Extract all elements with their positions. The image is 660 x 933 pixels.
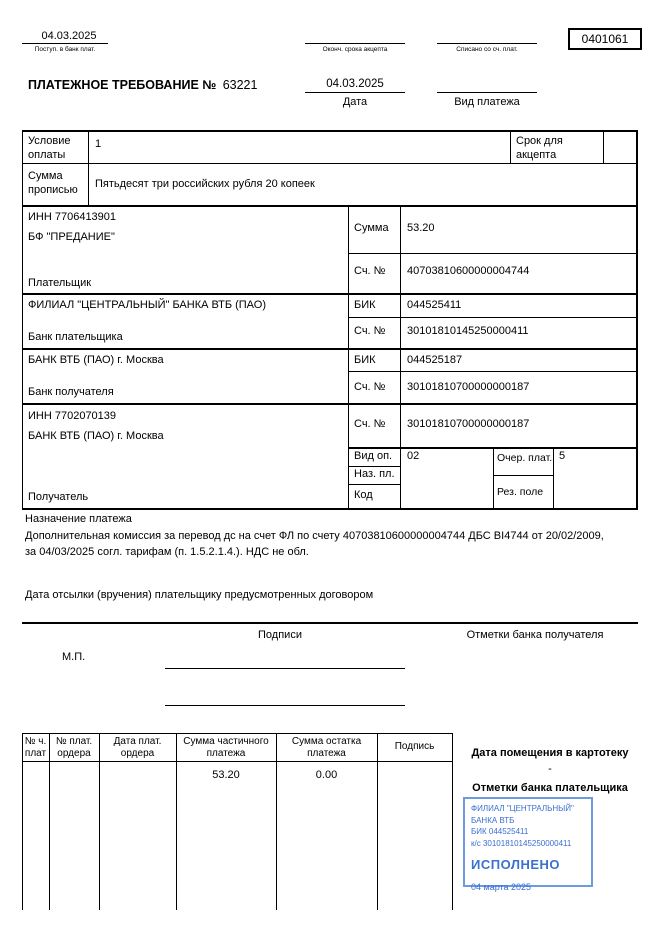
payer-inn: ИНН 7706413901: [28, 211, 117, 223]
table-line: [348, 253, 638, 254]
document-title: [28, 77, 257, 93]
document-date: 04.03.2025: [326, 78, 384, 90]
payer-label: Плательщик: [28, 277, 92, 289]
document-number: 63221: [222, 78, 258, 92]
amount-label: Сумма: [354, 222, 389, 234]
acceptance-term-label: Срок для акцепта: [516, 135, 563, 162]
signatures-label: Подписи: [258, 629, 302, 641]
payee-account-label: Сч. №: [354, 418, 386, 430]
table-line: [22, 293, 638, 295]
seal-label: М.П.: [62, 651, 86, 663]
document-date-underline: [305, 92, 405, 93]
priority-label: Очер. плат.: [497, 452, 553, 464]
reserve-field-label: Рез. поле: [497, 486, 544, 498]
amount-in-words-value: Пятьдесят три российских рубля 20 копеек: [95, 178, 315, 190]
payer-bank-label: Банк плательщика: [28, 331, 123, 343]
bank-execution-stamp: [463, 797, 593, 893]
payer-account-value: 40703810600000004744: [407, 265, 530, 277]
column-header-partial-number: № ч. плат: [24, 736, 47, 759]
signature-line: [165, 705, 405, 706]
table-line: [452, 733, 453, 910]
debited-from-account-underline: [437, 43, 537, 44]
payee-inn: ИНН 7702070139: [28, 410, 117, 422]
payer-bank-account-value: 30101810145250000411: [407, 325, 529, 337]
column-header-order-number: № плат. ордера: [55, 736, 93, 759]
table-line: [400, 205, 401, 508]
received-date-underline: [22, 43, 108, 44]
table-line: [493, 447, 494, 508]
table-line: [22, 348, 638, 350]
table-line: [22, 130, 638, 132]
stamp-bik: БИК 044525411: [471, 827, 529, 837]
payment-purpose-line1: Дополнительная комиссия за перевод дс на счет ФЛ по счету 40703810600000004744 ДБС BI4744 от 20/02/2009,: [25, 530, 604, 542]
stamp-bank-name: ФИЛИАЛ "ЦЕНТРАЛЬНЫЙ" БАНКА ВТБ: [471, 804, 574, 825]
partial-amount-value: 53.20: [212, 769, 240, 781]
table-line: [22, 508, 638, 510]
stamp-date: 04 марта 2025: [471, 882, 532, 893]
payment-purpose-line2: за 04/03/2025 согл. тарифам (п. 1.5.2.1.4.). НДС не обл.: [25, 546, 309, 558]
payee-bank-bik-value: 044525187: [407, 354, 463, 366]
table-line: [22, 130, 23, 508]
payer-bank-bik-value: 044525411: [407, 299, 462, 311]
section-divider: [22, 622, 638, 624]
payee-bank-name: БАНК ВТБ (ПАО) г. Москва: [28, 354, 164, 366]
column-header-order-date: Дата плат. ордера: [113, 736, 162, 759]
table-line: [603, 130, 604, 163]
acceptance-deadline-underline: [305, 43, 405, 44]
amount-in-words-label: Сумма прописью: [28, 170, 78, 197]
payee-bank-label: Банк получателя: [28, 386, 114, 398]
card-index-value: -: [548, 763, 552, 775]
payee-bank-bik-label: БИК: [354, 354, 376, 366]
table-line: [493, 475, 553, 476]
table-line: [553, 447, 554, 508]
signature-line: [165, 668, 405, 669]
table-line: [22, 733, 453, 734]
table-line: [22, 163, 638, 164]
payment-condition-label: Условие оплаты: [28, 135, 71, 162]
payer-bank-account-label: Сч. №: [354, 325, 386, 337]
payment-type-underline: [437, 92, 537, 93]
payee-bank-marks-label: Отметки банка получателя: [466, 629, 604, 641]
remainder-amount-value: 0.00: [315, 769, 338, 781]
table-line: [348, 205, 349, 508]
payee-name: БАНК ВТБ (ПАО) г. Москва: [28, 430, 164, 442]
amount-value: 53.20: [407, 222, 435, 234]
payment-condition-value: 1: [95, 138, 102, 150]
payment-type-label: Вид платежа: [454, 96, 520, 108]
debited-from-account-label: Списано со сч. плат.: [456, 46, 518, 53]
payer-bank-bik-label: БИК: [354, 299, 376, 311]
card-index-label: Дата помещения в картотеку: [471, 747, 629, 759]
table-line: [22, 403, 638, 405]
payment-purpose-label: Назначение платежа: [25, 513, 132, 525]
table-line: [348, 371, 638, 372]
operation-type-label: Вид оп.: [354, 450, 393, 462]
payer-bank-name: ФИЛИАЛ "ЦЕНТРАЛЬНЫЙ" БАНКА ВТБ (ПАО): [28, 299, 266, 311]
stamp-status: ИСПОЛНЕНО: [471, 857, 561, 873]
table-line: [348, 317, 638, 318]
table-line: [22, 761, 453, 762]
acceptance-deadline-label: Оконч. срока акцепта: [322, 46, 388, 53]
payer-bank-marks-label: Отметки банка плательщика: [472, 782, 628, 794]
payee-account-value: 30101810700000000187: [407, 418, 530, 430]
column-header-signature: Подпись: [394, 741, 435, 752]
code-label: Код: [354, 489, 373, 501]
table-line: [22, 205, 638, 207]
received-in-bank-date: 04.03.2025: [41, 30, 97, 42]
table-line: [510, 130, 511, 163]
payee-bank-account-label: Сч. №: [354, 381, 386, 393]
column-header-partial-amount: Сумма частичного платежа: [183, 736, 269, 759]
stamp-corr-account: к/с 30101810145250000411: [471, 838, 572, 848]
document-title-text: ПЛАТЕЖНОЕ ТРЕБОВАНИЕ №: [28, 78, 217, 92]
column-header-remainder-amount: Сумма остатка платежа: [291, 736, 362, 759]
payer-account-label: Сч. №: [354, 265, 386, 277]
payee-bank-account-value: 30101810700000000187: [407, 381, 530, 393]
received-in-bank-label: Поступ. в банк плат.: [34, 46, 96, 53]
dispatch-date-label: Дата отсылки (вручения) плательщику предусмотренных договором: [25, 589, 374, 601]
date-label: Дата: [342, 96, 368, 108]
payee-label: Получатель: [28, 491, 89, 503]
priority-value: 5: [559, 450, 566, 462]
payer-name: БФ "ПРЕДАНИЕ": [28, 231, 115, 243]
operation-type-value: 02: [407, 450, 420, 462]
table-line: [636, 130, 638, 508]
form-code-box: 0401061: [568, 28, 642, 50]
table-line: [377, 733, 378, 910]
purpose-code-label: Наз. пл.: [354, 468, 395, 480]
table-line: [348, 484, 400, 485]
